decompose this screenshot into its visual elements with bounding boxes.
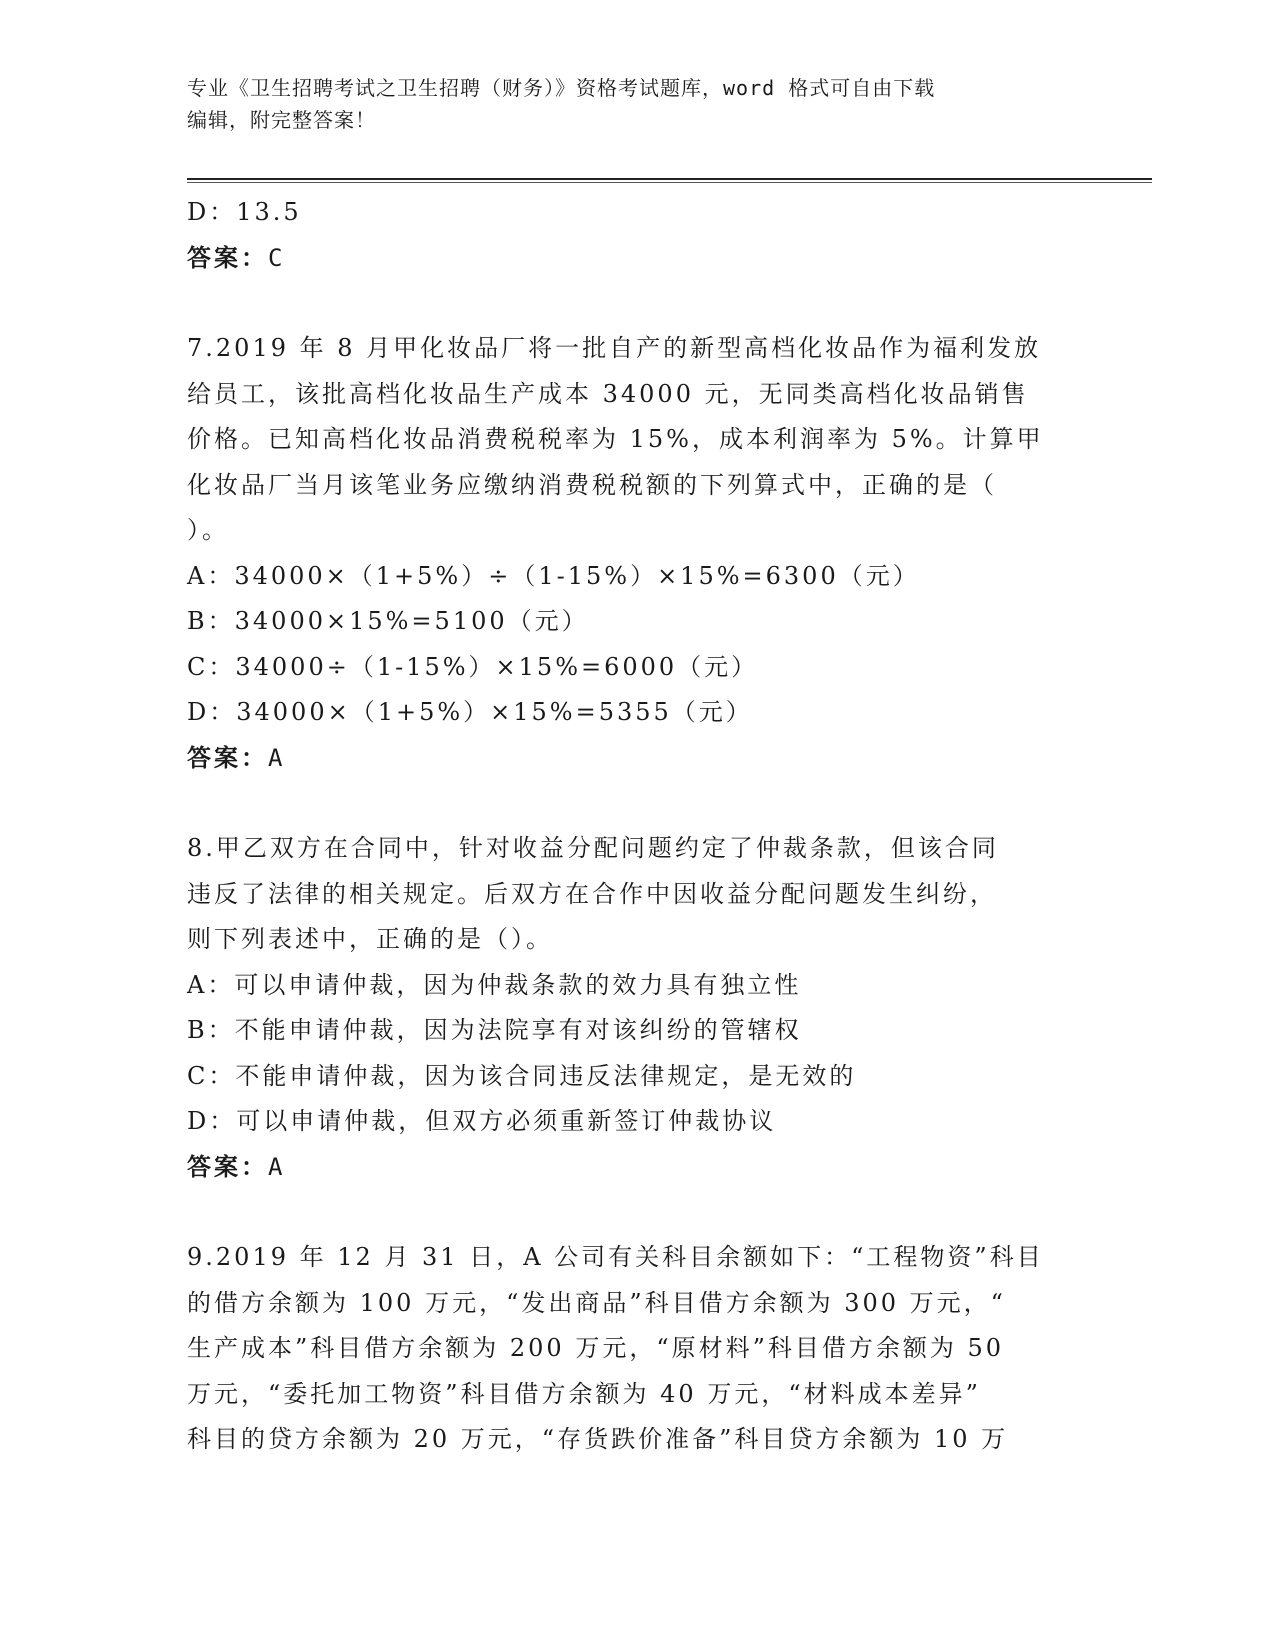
answer-label: 答案： bbox=[187, 743, 268, 772]
answer-line bbox=[187, 1145, 1067, 1191]
option-b: B：34000×15%=5100（元） bbox=[187, 607, 589, 635]
question-text-line: 的借方余额为 100 万元，“发出商品”科目借方余额为 300 万元，“ bbox=[187, 1288, 1006, 1317]
answer-value: A bbox=[268, 1152, 286, 1181]
question-text-line: 科目的贷方余额为 20 万元，“存货跌价准备”科目贷方余额为 10 万 bbox=[187, 1425, 1009, 1453]
answer-label: 答案： bbox=[187, 243, 268, 272]
document-body bbox=[187, 190, 1067, 1463]
answer-value: A bbox=[268, 743, 286, 772]
question-9 bbox=[187, 1235, 1067, 1463]
question-7 bbox=[187, 326, 1067, 781]
answer-line bbox=[187, 236, 1067, 282]
option-d: D：34000×（1+5%）×15%=5355（元） bbox=[187, 698, 753, 726]
question-text-line: 7.2019 年 8 月甲化妆品厂将一批自产的新型高档化妆品作为福利发放 bbox=[187, 334, 1042, 362]
header-line-1: 专业《卫生招聘考试之卫生招聘（财务）》资格考试题库，word 格式可自由下载 bbox=[187, 76, 936, 100]
option-a: A：34000×（1+5%）÷（1-15%）×15%=6300（元） bbox=[187, 561, 920, 590]
answer-label: 答案： bbox=[187, 1152, 268, 1181]
answer-line bbox=[187, 736, 1067, 782]
question-text-line: 则下列表述中，正确的是（）。 bbox=[187, 925, 553, 953]
question-text-line: 9.2019 年 12 月 31 日，A 公司有关科目余额如下：“工程物资”科目 bbox=[187, 1243, 1044, 1271]
question-text-line: 万元，“委托加工物资”科目借方余额为 40 万元，“材料成本差异” bbox=[187, 1379, 981, 1408]
spacer bbox=[187, 781, 1067, 826]
question-text-line: ）。 bbox=[187, 516, 229, 544]
option-a: A：可以申请仲裁，因为仲裁条款的效力具有独立性 bbox=[187, 970, 802, 999]
header-rule-thin bbox=[187, 182, 1152, 183]
question-text-line: 化妆品厂当月该笔业务应缴纳消费税税额的下列算式中，正确的是（ bbox=[187, 470, 997, 499]
question-text-line: 8.甲乙双方在合同中，针对收益分配问题约定了仲裁条款，但该合同 bbox=[187, 834, 999, 862]
answer-value: C bbox=[268, 243, 286, 272]
spacer bbox=[187, 1190, 1067, 1235]
option-d: D：可以申请仲裁，但双方必须重新签订仲裁协议 bbox=[187, 1107, 777, 1135]
header-line-2: 编辑，附完整答案！ bbox=[187, 108, 376, 132]
question-text-line: 价格。已知高档化妆品消费税税率为 15%，成本利润率为 5%。计算甲 bbox=[187, 425, 1044, 453]
option-b: B：不能申请仲裁，因为法院享有对该纠纷的管辖权 bbox=[187, 1016, 802, 1044]
option-d: D：13.5 bbox=[187, 198, 302, 226]
option-c: C：34000÷（1-15%）×15%=6000（元） bbox=[187, 652, 759, 681]
question-8 bbox=[187, 826, 1067, 1190]
page-header bbox=[187, 72, 1067, 136]
question-text-line: 给员工，该批高档化妆品生产成本 34000 元，无同类高档化妆品销售 bbox=[187, 379, 1029, 408]
question-text-line: 生产成本”科目借方余额为 200 万元，“原材料”科目借方余额为 50 bbox=[187, 1334, 1005, 1362]
question-text-line: 违反了法律的相关规定。后双方在合作中因收益分配问题发生纠纷， bbox=[187, 879, 997, 908]
header-rule-thick bbox=[187, 178, 1152, 180]
prev-question-tail bbox=[187, 190, 1067, 281]
spacer bbox=[187, 281, 1067, 326]
option-c: C：不能申请仲裁，因为该合同违反法律规定，是无效的 bbox=[187, 1061, 857, 1090]
